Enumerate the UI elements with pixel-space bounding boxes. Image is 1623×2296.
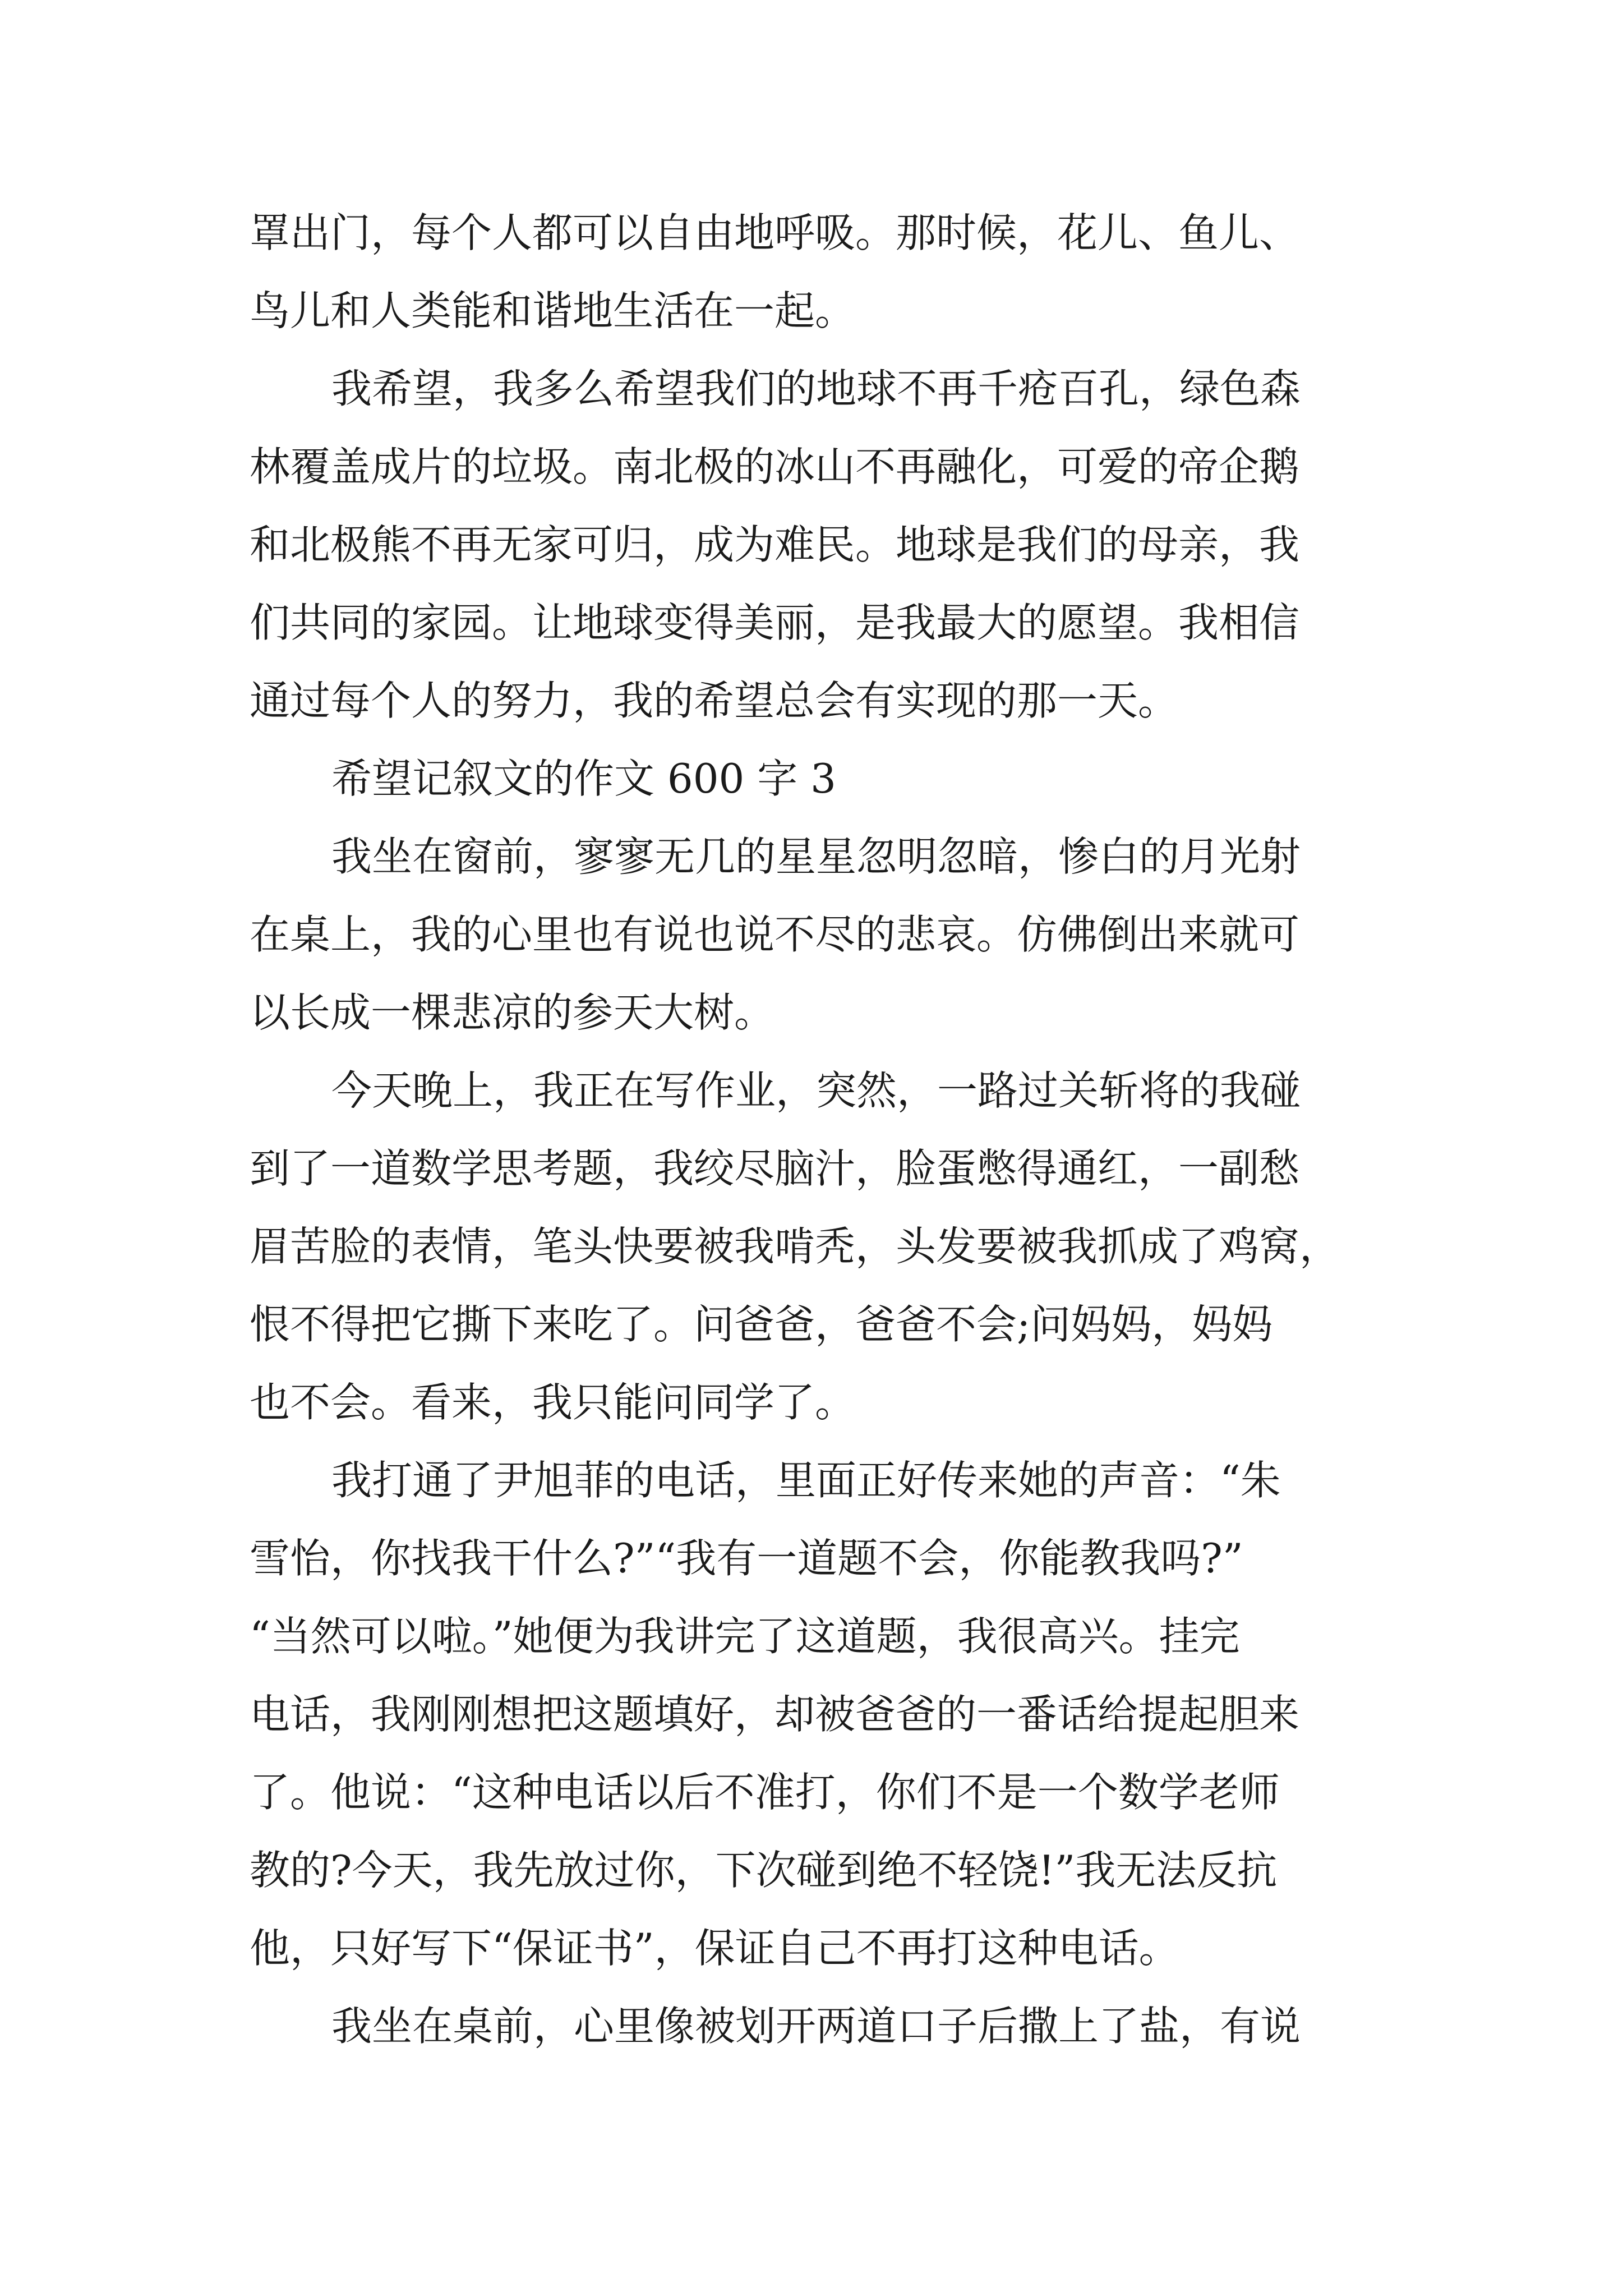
text-line: 雪怡，你找我干什么?”“我有一道题不会，你能教我吗?” [250,1535,1243,1582]
section-heading: 希望记叙文的作文 600 字 3 [331,755,836,802]
text-line: “当然可以啦。”她便为我讲完了这道题，我很高兴。挂完 [250,1613,1240,1660]
text-line: 罩出门，每个人都可以自由地呼吸。那时候，花儿、鱼儿、 [250,209,1300,256]
text-line: 在桌上，我的心里也有说也说不尽的悲哀。仿佛倒出来就可 [250,911,1300,958]
text-line: 他，只好写下“保证书”，保证自己不再打这种电话。 [250,1925,1179,1972]
text-line: 鸟儿和人类能和谐地生活在一起。 [250,287,856,334]
text-line: 到了一道数学思考题，我绞尽脑汁，脸蛋憋得通红，一副愁 [250,1145,1300,1192]
paragraph-start-line: 我坐在窗前，寥寥无几的星星忽明忽暗，惨白的月光射 [331,833,1301,880]
text-line: 了。他说：“这种电话以后不准打，你们不是一个数学老师 [250,1769,1280,1816]
text-line: 电话，我刚刚想把这题填好，却被爸爸的一番话给提起胆来 [250,1691,1300,1738]
paragraph-start-line: 我坐在桌前，心里像被划开两道口子后撒上了盐，有说 [331,2003,1301,2050]
text-line: 眉苦脸的表情，笔头快要被我啃秃，头发要被我抓成了鸡窝， [250,1223,1340,1270]
text-line: 也不会。看来，我只能问同学了。 [250,1379,856,1426]
paragraph-start-line: 我打通了尹旭菲的电话，里面正好传来她的声音：“朱 [331,1457,1281,1504]
text-line: 教的?今天，我先放过你，下次碰到绝不轻饶!”我无法反抗 [250,1847,1278,1894]
text-line: 林覆盖成片的垃圾。南北极的冰山不再融化，可爱的帝企鹅 [250,443,1300,490]
paragraph-start-line: 我希望，我多么希望我们的地球不再千疮百孔，绿色森 [331,365,1301,412]
text-line: 以长成一棵悲凉的参天大树。 [250,989,775,1036]
text-line: 和北极熊不再无家可归，成为难民。地球是我们的母亲，我 [250,521,1300,568]
paragraph-start-line: 今天晚上，我正在写作业，突然，一路过关斩将的我碰 [331,1067,1301,1114]
text-line: 通过每个人的努力，我的希望总会有实现的那一天。 [250,677,1179,724]
text-line: 们共同的家园。让地球变得美丽，是我最大的愿望。我相信 [250,599,1300,646]
text-line: 恨不得把它撕下来吃了。问爸爸，爸爸不会;问妈妈，妈妈 [250,1301,1273,1348]
